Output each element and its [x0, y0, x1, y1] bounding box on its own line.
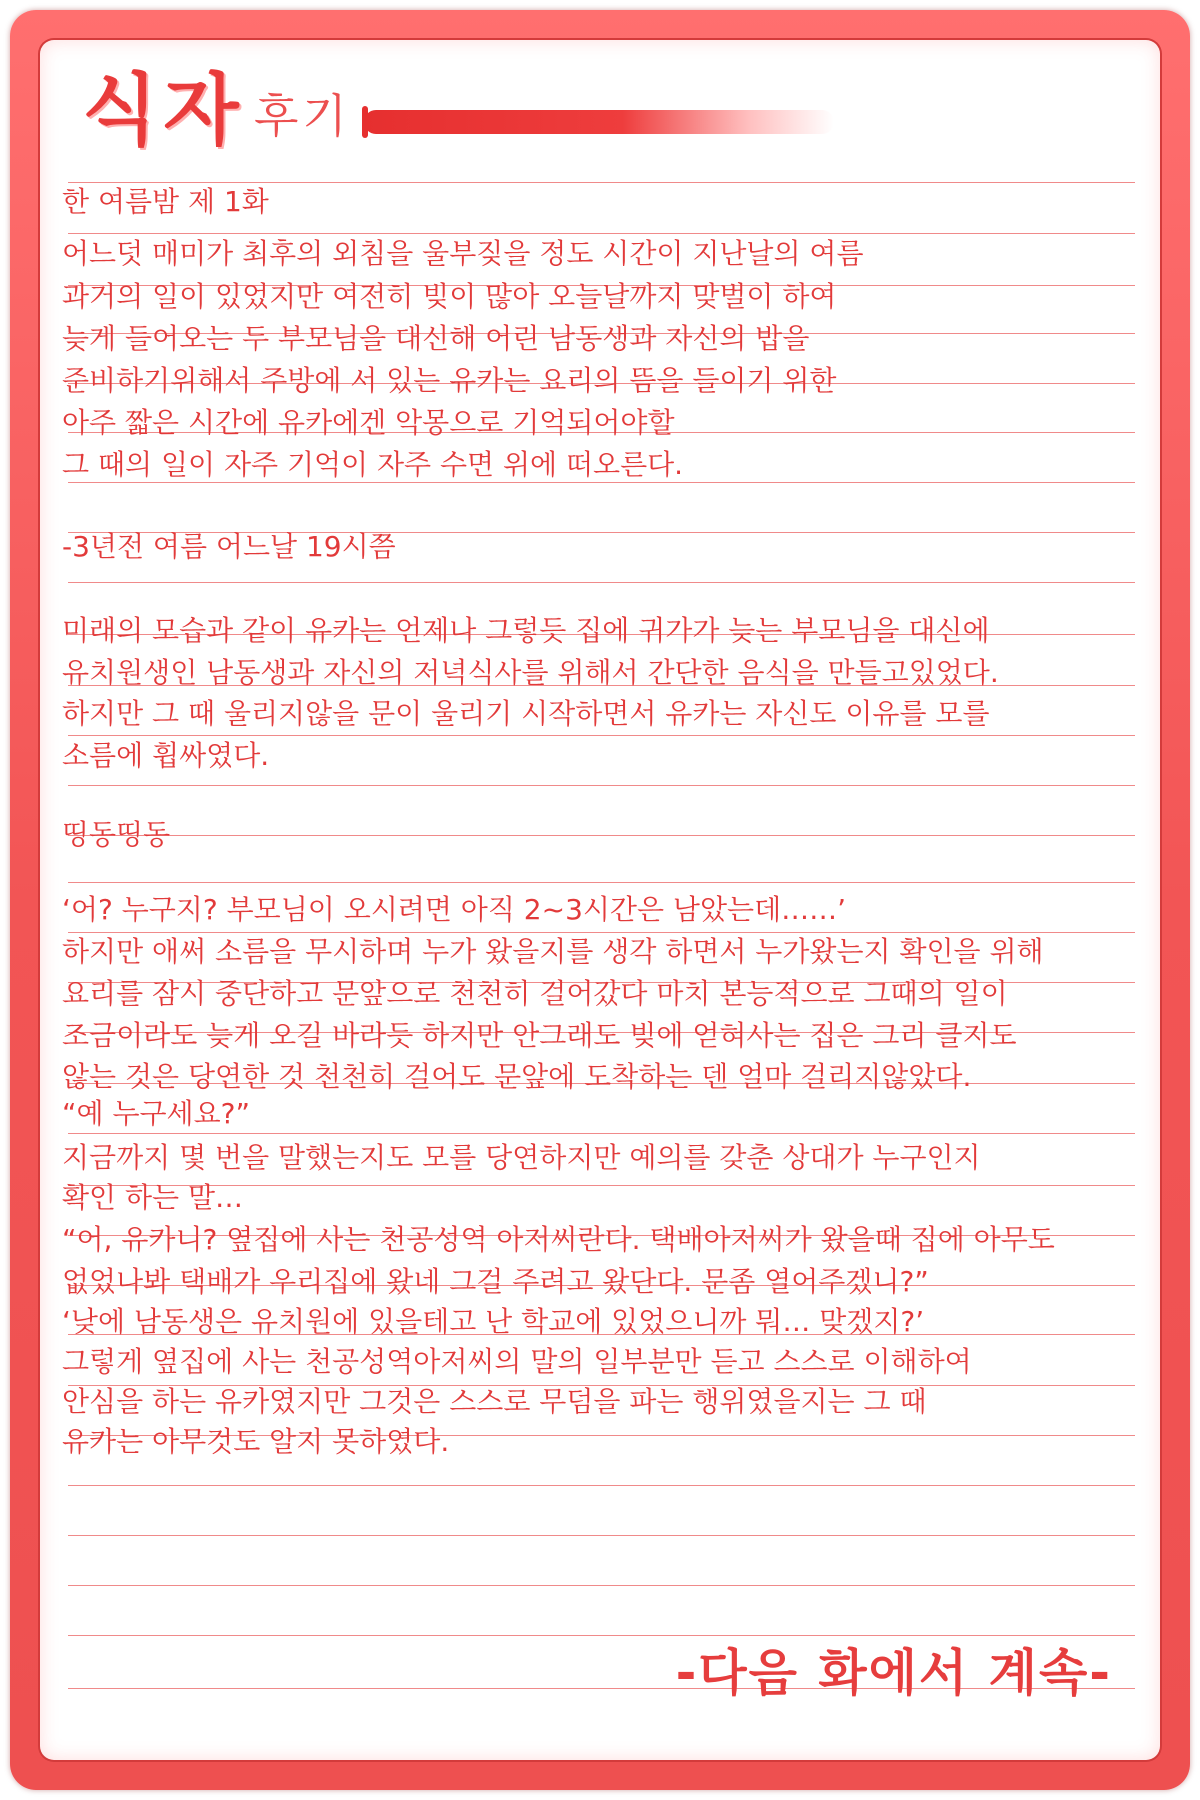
- continued-footer: -다음 화에서 계속-: [675, 1644, 1112, 1702]
- brand-title: 식자: [82, 66, 245, 156]
- ruled-line: [68, 1535, 1135, 1536]
- title-gradient-bar: [364, 110, 834, 134]
- paragraph-line: ‘어? 누구지? 부모님이 오시려면 아직 2~3시간은 남았는데……’: [62, 893, 847, 926]
- paragraph-line: “예 누구세요?”: [62, 1097, 251, 1130]
- ruled-line: [68, 785, 1135, 786]
- ruled-line: [68, 882, 1135, 883]
- story-title: 한 여름밤 제 1화: [62, 185, 269, 218]
- paragraph-line: 미래의 모습과 같이 유카는 언제나 그렇듯 집에 귀가가 늦는 부모님을 대신에: [62, 614, 990, 647]
- doorbell-sound: 띵동띵동: [62, 818, 171, 851]
- paragraph-line: 확인 하는 말…: [62, 1181, 244, 1214]
- scene-time: -3년전 여름 어느날 19시쯤: [62, 530, 396, 563]
- paragraph-line: 지금까지 몇 번을 말했는지도 모를 당연하지만 예의를 갖춘 상대가 누구인지: [62, 1141, 981, 1174]
- brand-subtitle: 후기: [254, 89, 351, 143]
- paragraph-line: 그렇게 옆집에 사는 천공성역아저씨의 말의 일부분만 듣고 스스로 이해하여: [62, 1345, 972, 1378]
- header: [82, 66, 882, 156]
- paragraph-line: 유치원생인 남동생과 자신의 저녁식사를 위해서 간단한 음식을 만들고있었다.: [62, 656, 999, 689]
- paragraph-line: “어, 유카니? 옆집에 사는 천공성역 아저씨란다. 택배아저씨가 왔을때 집에 아무도: [62, 1223, 1055, 1256]
- paragraph-line: ‘낮에 남동생은 유치원에 있을테고 난 학교에 있었으니까 뭐… 맞겠지?’: [62, 1305, 925, 1338]
- paragraph-line: 조금이라도 늦게 오길 바라듯 하지만 안그래도 빚에 얻혀사는 집은 그리 클지도: [62, 1019, 1017, 1052]
- intro-line: 그 때의 일이 자주 기억이 자주 수면 위에 떠오른다.: [62, 448, 684, 481]
- intro-line: 준비하기위해서 주방에 서 있는 유카는 요리의 뜸을 들이기 위한: [62, 364, 837, 397]
- paragraph-line: 안심을 하는 유카였지만 그것은 스스로 무덤을 파는 행위였을지는 그 때: [62, 1385, 927, 1418]
- paragraph-line: 없었나봐 택배가 우리집에 왔네 그걸 주려고 왔단다. 문좀 열어주겠니?”: [62, 1265, 929, 1298]
- intro-line: 아주 짧은 시간에 유카에겐 악몽으로 기억되어야할: [62, 406, 675, 439]
- intro-line: 어느덧 매미가 최후의 외침을 울부짖을 정도 시간이 지난날의 여름: [62, 237, 864, 270]
- ruled-line: [68, 1635, 1135, 1636]
- ruled-line: [68, 1485, 1135, 1486]
- paragraph-line: 소름에 휩싸였다.: [62, 739, 270, 772]
- paragraph-line: 요리를 잠시 중단하고 문앞으로 천천히 걸어갔다 마치 본능적으로 그때의 일이: [62, 977, 1008, 1010]
- intro-line: 늦게 들어오는 두 부모님을 대신해 어린 남동생과 자신의 밥을: [62, 322, 810, 355]
- ruled-line: [68, 1585, 1135, 1586]
- ruled-line: [68, 835, 1135, 836]
- paragraph-line: 하지만 그 때 울리지않을 문이 울리기 시작하면서 유카는 자신도 이유를 모를: [62, 697, 990, 730]
- paragraph-line: 유카는 아무것도 알지 못하였다.: [62, 1425, 450, 1458]
- intro-line: 과거의 일이 있었지만 여전히 빚이 많아 오늘날까지 맞벌이 하여: [62, 280, 837, 313]
- ruled-line: [68, 582, 1135, 583]
- paragraph-line: 하지만 애써 소름을 무시하며 누가 왔을지를 생각 하면서 누가왔는지 확인을 위해: [62, 935, 1044, 968]
- paragraph-line: 않는 것은 당연한 것 천천히 걸어도 문앞에 도착하는 덴 얼마 걸리지않았다.: [62, 1060, 972, 1093]
